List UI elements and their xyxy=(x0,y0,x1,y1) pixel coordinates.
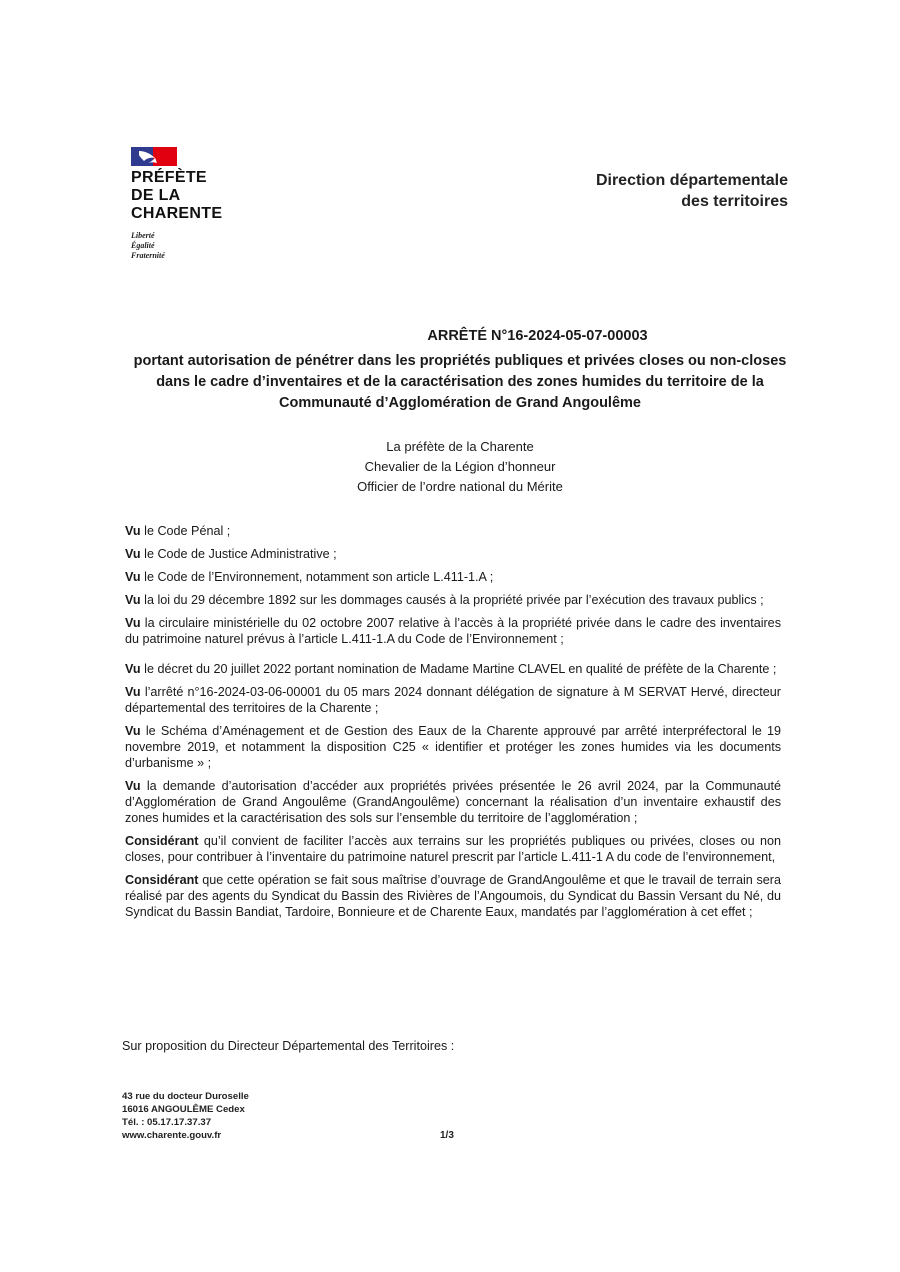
recital: Vu l’arrêté n°16-2024-03-06-00001 du 05 mars 2024 donnant délégation de signature à M SERVAT Hervé, directeur départemental des territoires de la Charente ; xyxy=(125,685,781,715)
footer-address-line-2: 16016 ANGOULÊME Cedex xyxy=(122,1104,245,1115)
authority-block xyxy=(250,437,670,497)
recital: Vu la loi du 29 décembre 1892 sur les dommages causés à la propriété privée par l’exécution des travaux publics ; xyxy=(125,593,764,607)
footer-phone: Tél. : 05.17.17.37.37 xyxy=(122,1117,212,1128)
arrete-number: ARRÊTÉ N°16-2024-05-07-00003 xyxy=(427,328,648,344)
recital: Vu le décret du 20 juillet 2022 portant nomination de Madame Martine CLAVEL en qualité de préfète de la Charente ; xyxy=(125,662,777,676)
logo-line-3: CHARENTE xyxy=(131,205,223,222)
marianne-flag-icon xyxy=(131,147,177,166)
motto-liberte: Liberté xyxy=(131,231,155,240)
recital: Vu la demande d’autorisation d’accéder aux propriétés privées présentée le 26 avril 2024, par la Communauté d’Agglomération de Grand Angoulême (GrandAngoulême) concernant la réalisation d’un inventaire exhaustif des zones humides et la caractérisation des sols sur l’ensemble du territoire de l’agglomération ; xyxy=(125,779,781,825)
issuing-department xyxy=(596,170,788,212)
recital: Vu la circulaire ministérielle du 02 octobre 2007 relative à l’accès à la propriété privée dans le cadre des inventaires du patrimoine naturel prévus à l’article L.411-1.A du Code de l’Environnement ; xyxy=(125,616,781,646)
authority-line-1: La préfète de la Charente xyxy=(386,439,534,454)
recital: Considérant que cette opération se fait sous maîtrise d’ouvrage de GrandAngoulême et que le travail de terrain sera réalisé par des agents du Syndicat du Bassin des Rivières de l’Angoumois, du Syndicat du Bassin Versant du Né, du Syndicat du Bassin Bandiat, Tardoire, Bonnieure et de Charente Eaux, mandatés par l’agglomération à cet effet ; xyxy=(125,873,781,919)
motto-fraternite: Fraternité xyxy=(131,251,165,260)
motto-egalite: Égalité xyxy=(131,241,155,250)
arrete-subject: portant autorisation de pénétrer dans les propriétés publiques et privées closes ou non-closes dans le cadre d’inventaires et de la caractérisation des zones humides du territoire de la Communauté d’Agglomération de Grand Angoulême xyxy=(133,353,787,411)
motto xyxy=(131,231,271,261)
recital: Vu le Code Pénal ; xyxy=(125,524,231,538)
direction-line-1: Direction départementale xyxy=(595,172,788,189)
footer-address xyxy=(122,1090,249,1142)
proposal-line: Sur proposition du Directeur Départemental des Territoires : xyxy=(122,1039,455,1053)
logo-line-2: DE LA xyxy=(131,187,181,204)
footer-website: www.charente.gouv.fr xyxy=(122,1130,222,1141)
recital: Vu le Schéma d’Aménagement et de Gestion des Eaux de la Charente approuvé par arrêté interpréfectoral le 19 novembre 2019, et notamment la disposition C25 « identifier et protéger les zones humides via les documents d’urbanisme » ; xyxy=(125,724,781,770)
recitals xyxy=(125,523,781,927)
footer-address-line-1: 43 rue du docteur Duroselle xyxy=(122,1091,249,1102)
prefecture-logo xyxy=(131,147,271,261)
recital: Vu le Code de l’Environnement, notamment son article L.411-1.A ; xyxy=(125,570,494,584)
recital: Considérant qu’il convient de faciliter l’accès aux terrains sur les propriétés publiques ou privées, closes ou non closes, pour contribuer à l’inventaire du patrimoine naturel prescrit par l’article L.411-1 A du code de l’environnement, xyxy=(125,834,781,864)
authority-line-3: Officier de l’ordre national du Mérite xyxy=(357,479,563,494)
recital: Vu le Code de Justice Administrative ; xyxy=(125,547,337,561)
logo-line-1: PRÉFÈTE xyxy=(131,169,207,186)
page-number: 1/3 xyxy=(440,1130,454,1141)
direction-line-2: des territoires xyxy=(681,193,788,210)
authority-line-2: Chevalier de la Légion d’honneur xyxy=(364,459,556,474)
